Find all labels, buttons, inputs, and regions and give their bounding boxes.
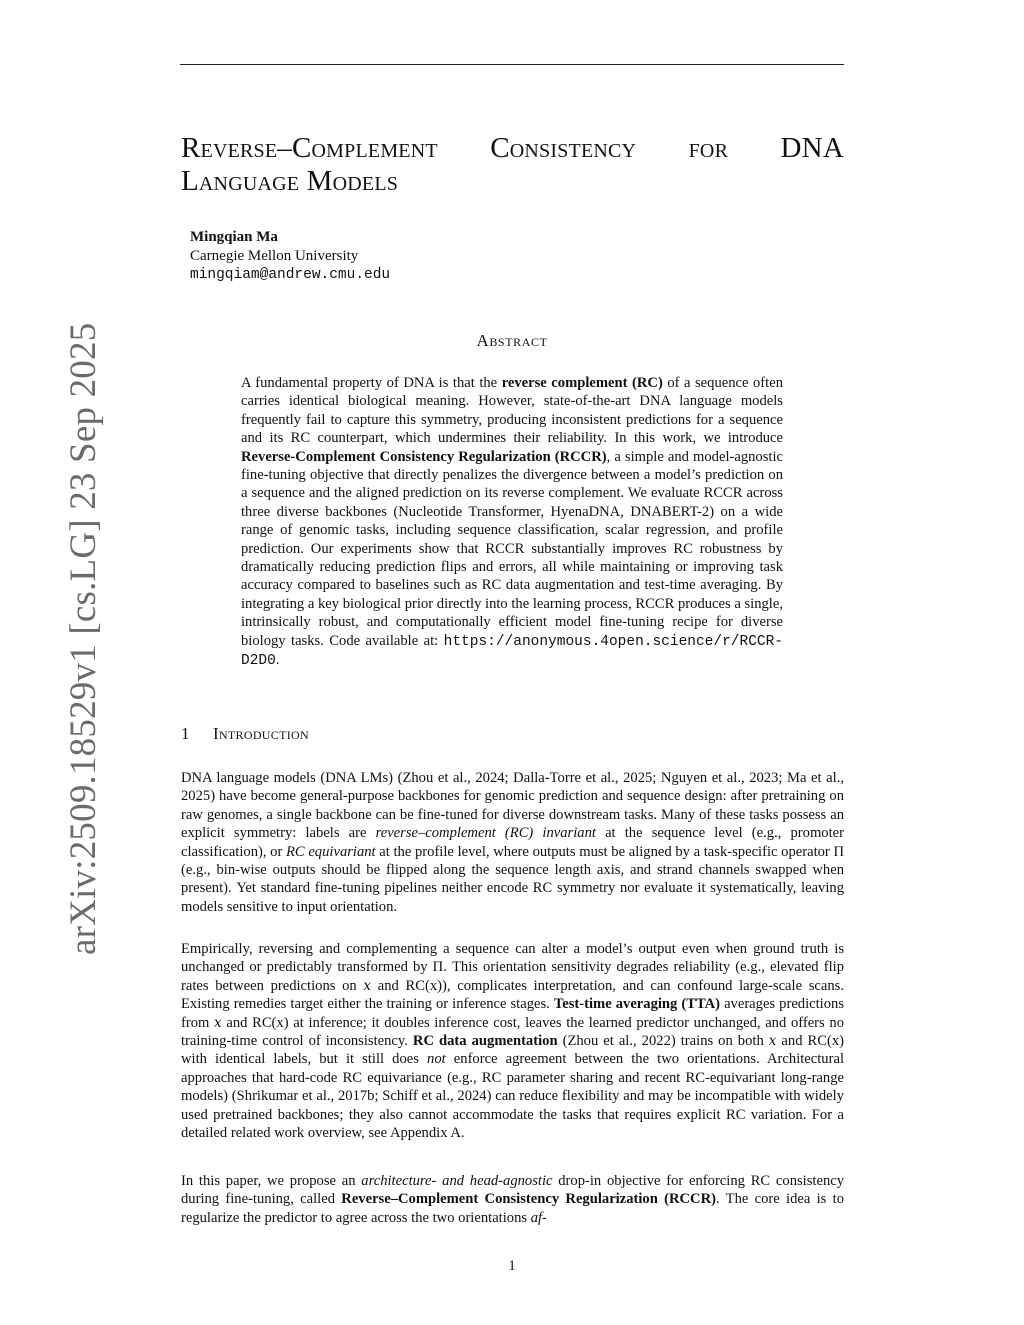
math-x: x bbox=[768, 1033, 777, 1050]
paper-title bbox=[181, 132, 844, 198]
author-name: Mingqian Ma bbox=[190, 229, 278, 245]
text-run: at the sequence level (e.g., promoter classification), or bbox=[181, 825, 845, 860]
text-run: A fundamental property of DNA is that the bbox=[241, 375, 502, 391]
intro-paragraph-2 bbox=[181, 940, 844, 1142]
code-url-link[interactable]: https://anonymous.4open.science/r/RCCR-D2D0 bbox=[241, 633, 783, 670]
text-run: and bbox=[371, 977, 406, 994]
math-rc-x: RC(x) bbox=[807, 1033, 845, 1050]
text-run: ), complicates interpretation, and can confound large-scale scans. Existing remedies target either the training or inference stages. bbox=[181, 977, 845, 1013]
text-run: . The core idea is to regularize the predictor to agree across the two orientations bbox=[181, 1191, 844, 1226]
text-run: enforce agreement between the two orientations. Architectural approaches that hard-code RC equivariance (e.g., RC parameter sharing and recent RC-equivariant long-range models) (Shrikumar et al., 2017b; Schiff et al., 2024) can reduce flexibility and may be incompatible with widely used pretrained backbones; they also cannot accommodate the tasks that requires explicit RC variation. For a detailed related work overview, see Appendix A. bbox=[181, 1051, 844, 1142]
math-x: x bbox=[363, 977, 372, 994]
italic-term: RC equivariant bbox=[286, 843, 376, 860]
section-number: 1 bbox=[181, 724, 190, 743]
math-x: x bbox=[214, 1014, 222, 1031]
text-run: at inference; it doubles inference cost, leaves the learned predictor unchanged, and offers no training-time control of inconsistency. bbox=[181, 1014, 844, 1050]
author-block bbox=[190, 228, 390, 285]
math-rc-x: RC(x) bbox=[405, 977, 443, 994]
author-email[interactable]: mingqiam@andrew.cmu.edu bbox=[190, 267, 391, 283]
intro-paragraph-3 bbox=[181, 1172, 844, 1227]
title-word: DNA bbox=[780, 132, 844, 164]
text-run: , a simple and model-agnostic fine-tuning objective that directly penalizes the divergence between a model’s prediction on a sequence and the aligned prediction on its reverse complement. We evaluate RCCR across three diverse backbones (Nucleotide Transformer, HyenaDNA, DNABERT-2) on a wide range of genomic tasks, including sequence classification, scalar regression, and profile prediction. Our experiments show that RCCR substantially improves RC robustness by dramatically reducing prediction flips and errors, all while maintaining or improving task accuracy compared to baselines such as RC data augmentation and test-time averaging. By integrating a key biological prior directly into the learning process, RCCR produces a single, intrinsically robust, and computationally efficient model fine-tuning recipe for diverse biology tasks. Code available at: bbox=[241, 448, 783, 649]
text-run: and bbox=[776, 1033, 808, 1050]
abstract-heading: Abstract bbox=[476, 331, 548, 350]
text-run: . bbox=[275, 652, 280, 669]
bold-term: Reverse–Complement Consistency Regularization (RCCR) bbox=[341, 1191, 716, 1208]
arxiv-stamp: arXiv:2509.18529v1 [cs.LG] 23 Sep 2025 bbox=[63, 322, 104, 955]
abstract-text bbox=[241, 374, 783, 671]
text-run: averages predictions from bbox=[181, 996, 845, 1031]
top-rule bbox=[180, 64, 844, 65]
text-run: (Zhou et al., 2022) trains on both bbox=[557, 1033, 769, 1050]
bold-term: reverse complement (RC) bbox=[501, 375, 663, 391]
text-run: at the profile level, where outputs must be aligned by a task-specific operator Π (e.g., bin-wise outputs should be flipped along the sequence length axis, and strand channels swapped when present). Yet standard fine-tuning pipelines neither encode RC symmetry nor evaluate it systematically, leaving models sensitive to input orientation. bbox=[181, 843, 844, 915]
section-heading bbox=[181, 724, 309, 744]
text-run: of a sequence often carries identical biological meaning. However, state-of-the-art DNA language models frequently fail to capture this symmetry, producing inconsistent predictions for a sequence and its RC counterpart, which undermines their reliability. In this work, we introduce bbox=[241, 375, 783, 447]
text-run: DNA language models (DNA LMs) (Zhou et al., 2024; Dalla-Torre et al., 2025; Nguyen et al., 2023; Ma et al., 2025) have become general-purpose backbones for genomic prediction and sequence design: after pretraining on raw genomes, a single backbone can be fine-tuned for diverse downstream tasks. Many of these tasks possess an explicit symmetry: labels are bbox=[181, 770, 844, 842]
text-run: In this paper, we propose an bbox=[181, 1173, 362, 1189]
title-line-2: Language Models bbox=[181, 165, 399, 197]
italic-term: af- bbox=[530, 1209, 547, 1226]
text-run: with identical labels, but it still does bbox=[181, 1051, 428, 1068]
italic-term: architecture- and head-agnostic bbox=[361, 1173, 553, 1189]
italic-term: not bbox=[427, 1051, 446, 1068]
title-word: for bbox=[688, 132, 729, 164]
math-rc-x: RC(x) bbox=[252, 1014, 289, 1031]
italic-term: reverse–complement (RC) invariant bbox=[375, 825, 596, 842]
text-run: drop-in objective for enforcing RC consistency during fine-tuning, called bbox=[181, 1173, 845, 1208]
text-run: Empirically, reversing and complementing a sequence can alter a model’s output even when ground truth is unchanged or predictably transformed by Π. This orientation sensitivity degrades reliability (e.g., elevated flip rates between predictions on bbox=[181, 941, 844, 994]
page-number: 1 bbox=[508, 1258, 516, 1274]
title-word: Consistency bbox=[490, 132, 637, 164]
bold-term: Reverse-Complement Consistency Regularization (RCCR) bbox=[241, 448, 607, 465]
bold-term: Test-time averaging (TTA) bbox=[553, 996, 721, 1013]
section-title: Introduction bbox=[213, 724, 309, 743]
bold-term: RC data augmentation bbox=[412, 1033, 558, 1050]
title-line-1 bbox=[181, 132, 844, 165]
title-word: Reverse–Complement bbox=[181, 132, 438, 164]
author-affiliation: Carnegie Mellon University bbox=[190, 248, 359, 264]
text-run: and bbox=[221, 1014, 253, 1031]
intro-paragraph-1 bbox=[181, 769, 844, 916]
